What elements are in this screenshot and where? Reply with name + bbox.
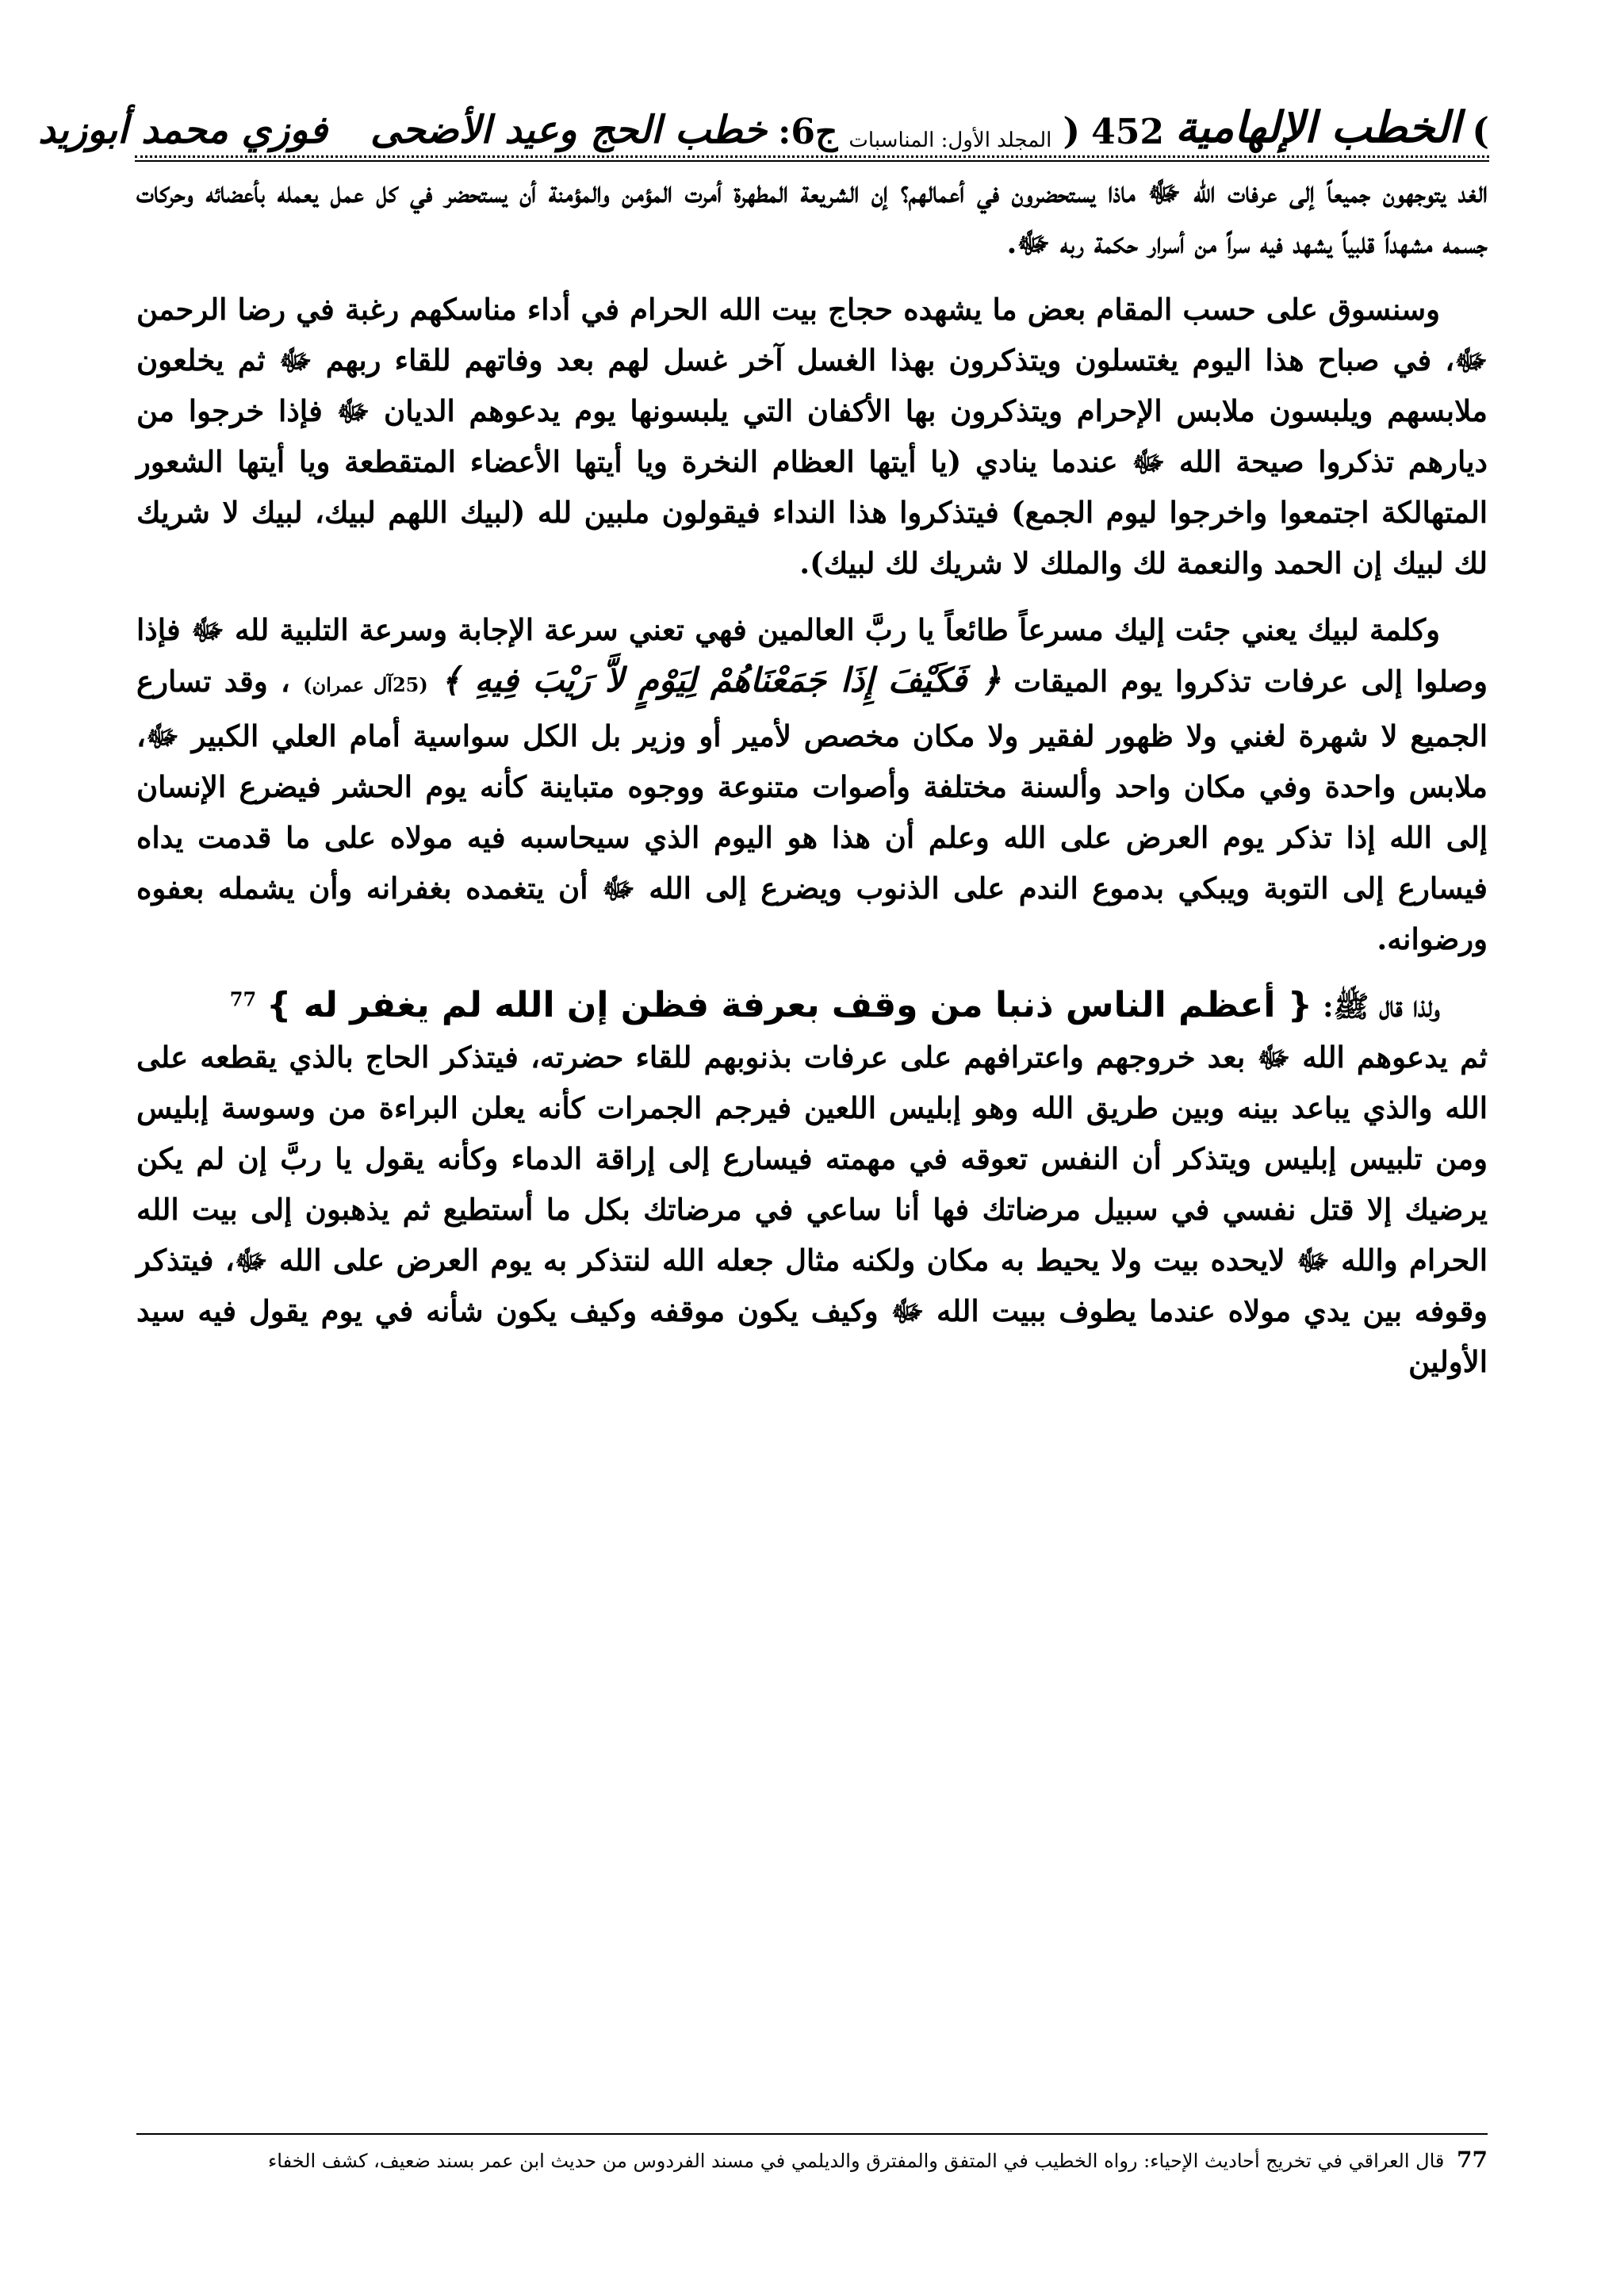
- header-open-paren: ): [1472, 109, 1489, 152]
- footnote-text: قال العراقي في تخريج أحاديث الإحياء: رواه الخطيب في المتفق والمفترق والديلمي في مسند الفردوس من حديث ابن عمر بسند ضعيف، كشف الخفاء: [267, 2150, 1445, 2172]
- running-header: [38, 79, 1489, 152]
- paragraph-3: [136, 604, 1488, 964]
- quran-verse: ﴿ فَكَيْفَ إِذَا جَمَعْنَاهُمْ لِيَوْمٍ لاَّ رَيْبَ فِيهِ ﴾: [440, 661, 1001, 699]
- paragraph-3-after-verse: ، وقد تسارع الجميع لا شهرة لغني ولا ظهور لفقير ولا مكان مخصص لأمير أو وزير بل الكل سواسية أمام العلي الكبير ﷻ، ملابس واحدة وفي مكان واحد وألسنة مختلفة وأصوات متنوعة ووجوه متباينة كأنه يوم الحشر فيضرع الإنسان إلى الله إذا تذكر يوم العرض على الله وعلم أن هذا هو اليوم الذي سيحاسبه فيه مولاه على ما قدمت يداه فيسارع إلى التوبة ويبكي بدموع الندم على الذنوب ويضرع إلى الله ﷻ أن يتغمده بغفرانه وأن يشمله بعفوه ورضوانه.: [136, 664, 1488, 956]
- header-part: ج6:: [778, 112, 838, 152]
- hadith-quote: { أعظم الناس ذنبا من وقف بعرفة فظن إن الله لم يغفر له }: [266, 985, 1313, 1025]
- hadith-intro: ولذا قال ﷺ:: [1323, 989, 1440, 1024]
- header-page-number: 452: [1091, 112, 1165, 152]
- paragraph-3-before-verse: وكلمة لبيك يعني جئت إليك مسرعاً طائعاً يا ربَّ العالمين فهي تعني سرعة الإجابة وسرعة التلبية لله ﷻ فإذا وصلوا إلى عرفات تذكروا يوم الميقات: [136, 612, 1488, 699]
- paragraph-4: [136, 980, 1488, 1387]
- surah-reference: (25آل عمران): [303, 673, 428, 696]
- header-close-paren: (: [1063, 109, 1081, 152]
- paragraph-2: وسنسوق على حسب المقام بعض ما يشهده حجاج بيت الله الحرام في أداء مناسكهم رغبة في رضا الرحمن ﷻ، في صباح هذا اليوم يغتسلون ويتذكرون بهذا الغسل آخر غسل لهم بعد وفاتهم للقاء ربهم ﷻ ثم يخلعون ملابسهم ويلبسون ملابس الإحرام ويتذكرون بها الأكفان التي يلبسونها يوم يدعوهم الديان ﷻ فإذا خرجوا من ديارهم تذكروا صيحة الله ﷻ عندما ينادي (يا أيتها العظام النخرة ويا أيتها الأعضاء المتقطعة ويا أيتها الشعور المتهالكة اجتمعوا واخرجوا ليوم الجمع) فيتذكروا هذا النداء فيقولون ملبين لله (لبيك اللهم لبيك، لبيك لا شريك لك لبيك إن الحمد والنعمة لك والملك لا شريك لك لبيك).: [136, 292, 1488, 580]
- paragraph-1: الغد يتوجهون جميعاً إلى عرفات الله ﷻ ماذا يستحضرون في أعمالهم؟ إن الشريعة المطهرة أمرت المؤمن والمؤمنة أن يستحضر في كل عمل يعمله بأعضائه وحركات جسمه مشهداً قلبياً يشهد فيه سراً من أسرار حكمة ربه ﷻ.: [136, 174, 1488, 260]
- footnote-separator: [136, 2133, 1488, 2135]
- header-volume: المجلد الأول: المناسبات: [848, 128, 1052, 152]
- footnote-reference[interactable]: 77: [229, 987, 257, 1011]
- header-dotted-rule: [135, 155, 1489, 158]
- header-chapter-title: خطب الحج وعيد الأضحى: [370, 108, 768, 152]
- header-series-title: الخطب الإلهامية: [1175, 102, 1461, 152]
- footnote-number: 77: [1457, 2147, 1488, 2173]
- header-author: فوزي محمد أبوزيد: [38, 108, 327, 152]
- footnote: [136, 2146, 1488, 2175]
- body-text: [136, 167, 1488, 1403]
- header-solid-rule: [135, 160, 1489, 162]
- paragraph-4-body: ثم يدعوهم الله ﷻ بعد خروجهم واعترافهم على عرفات بذنوبهم للقاء حضرته، فيتذكر الحاج بالذي يقطعه على الله والذي يباعد بينه وبين طريق الله وهو إبليس اللعين فيرجم الجمرات كأنه يعلن البراءة من وسوسة إبليس ومن تلبيس إبليس ويتذكر أن النفس تعوقه في مهمته فيسارع إلى إراقة الدماء وكأنه يقول يا ربَّ إن لم يكن يرضيك إلا قتل نفسي في سبيل مرضاتك فها أنا ساعي في مرضاتك بكل ما أستطيع ثم يذهبون إلى بيت الله الحرام والله ﷻ لايحده بيت ولا يحيط به مكان ولكنه مثال جعله الله لنتذكر به يوم العرض على الله ﷻ، فيتذكر وقوفه بين يدي مولاه عندما يطوف ببيت الله ﷻ وكيف يكون موقفه وكيف يكون شأنه في يوم يقول فيه سيد الأولين: [136, 1040, 1488, 1379]
